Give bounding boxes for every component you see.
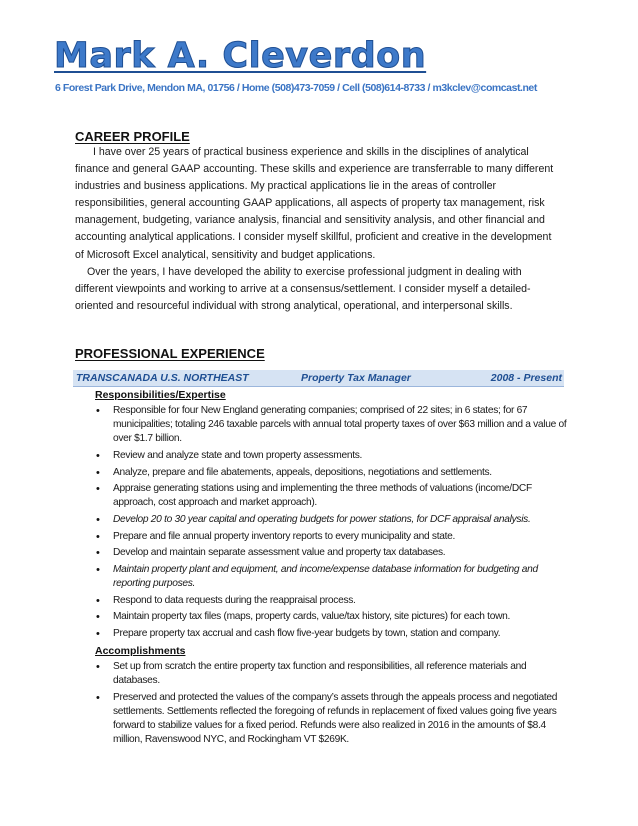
accomplishments-heading: Accomplishments [95,645,186,657]
job-position: Property Tax Manager [301,372,411,384]
list-item: • Set up from scratch the entire property tax function and responsibilities, all reference materials and databases. [95,660,567,688]
career-profile-body [75,144,562,315]
accomplishments-list [95,660,567,750]
list-item: • Maintain property tax files (maps, property cards, value/tax history, site pictures) for each town. [95,610,567,624]
list-item: • Appraise generating stations using and implementing the three methods of valuations (income/DCF approach, cost approach and market approach). [95,482,567,510]
job-company: TRANSCANADA U.S. NORTHEAST [76,372,249,384]
job-dates: 2008 - Present [490,372,562,384]
list-item: • Responsible for four New England generating companies; comprised of 22 sites; in 6 states; for 67 municipalities; totaling 246 taxable parcels with annual total property taxes of over $63 million and a value of over $1.7 billion. [95,404,567,447]
contact-line: 6 Forest Park Drive, Mendon MA, 01756 / Home (508)473-7059 / Cell (508)614-8733 / m3kclev@comcast.net [55,82,537,94]
list-item: • Analyze, prepare and file abatements, appeals, depositions, negotiations and settlements. [95,466,567,480]
list-item: • Review and analyze state and town property assessments. [95,449,567,463]
responsibilities-heading: Responsibilities/Expertise [95,389,226,401]
list-item: • Prepare and file annual property inventory reports to every municipality and state. [95,530,567,544]
responsibilities-list [95,404,567,643]
candidate-name: Mark A. Cleverdon [54,36,427,76]
list-item: • Develop 20 to 30 year capital and operating budgets for power stations, for DCF appraisal analysis. [95,513,567,527]
job-header-bar [73,370,564,387]
list-item: • Develop and maintain separate assessment value and property tax databases. [95,546,567,560]
profile-paragraph: I have over 25 years of practical business experience and skills in the disciplines of analytical finance and general GAAP accounting. These skills and experience are transferrable to many different industries and business applications. My practical applications lie in the areas of controller responsibilities, general accounting GAAP applications, all aspects of property tax management, risk management, budgeting, variance analysis, financial and sensitivity analysis, and other financial and accounting analytical applications. I consider myself skillful, proficient and creative in the development of Microsoft Excel analytical, sensitivity and budget applications. [75,146,554,261]
list-item: • Respond to data requests during the reappraisal process. [95,594,567,608]
profile-paragraph: Over the years, I have developed the ability to exercise professional judgment in dealing with different viewpoints and working to arrive at a consensus/settlement. I consider myself a detailed-oriented and resourceful individual with strong analytical, operational, and interpersonal skills. [75,265,531,312]
career-profile-heading: CAREER PROFILE [75,129,190,144]
list-item: • Maintain property plant and equipment, and income/expense database information for budgeting and reporting purposes. [95,563,567,591]
list-item: • Preserved and protected the values of the company’s assets through the appeals process and negotiated settlements. Settlements reflected the foregoing of refunds in replacement of fixed values going five years forward to stabilize values for a fixed period. Refunds were also realized in 2016 in the amounts of $8.4 million, Ravenswood NYC, and Rockingham VT $269K. [95,691,567,748]
professional-experience-heading: PROFESSIONAL EXPERIENCE [75,346,265,361]
list-item: • Prepare property tax accrual and cash flow five-year budgets by town, station and company. [95,627,567,641]
